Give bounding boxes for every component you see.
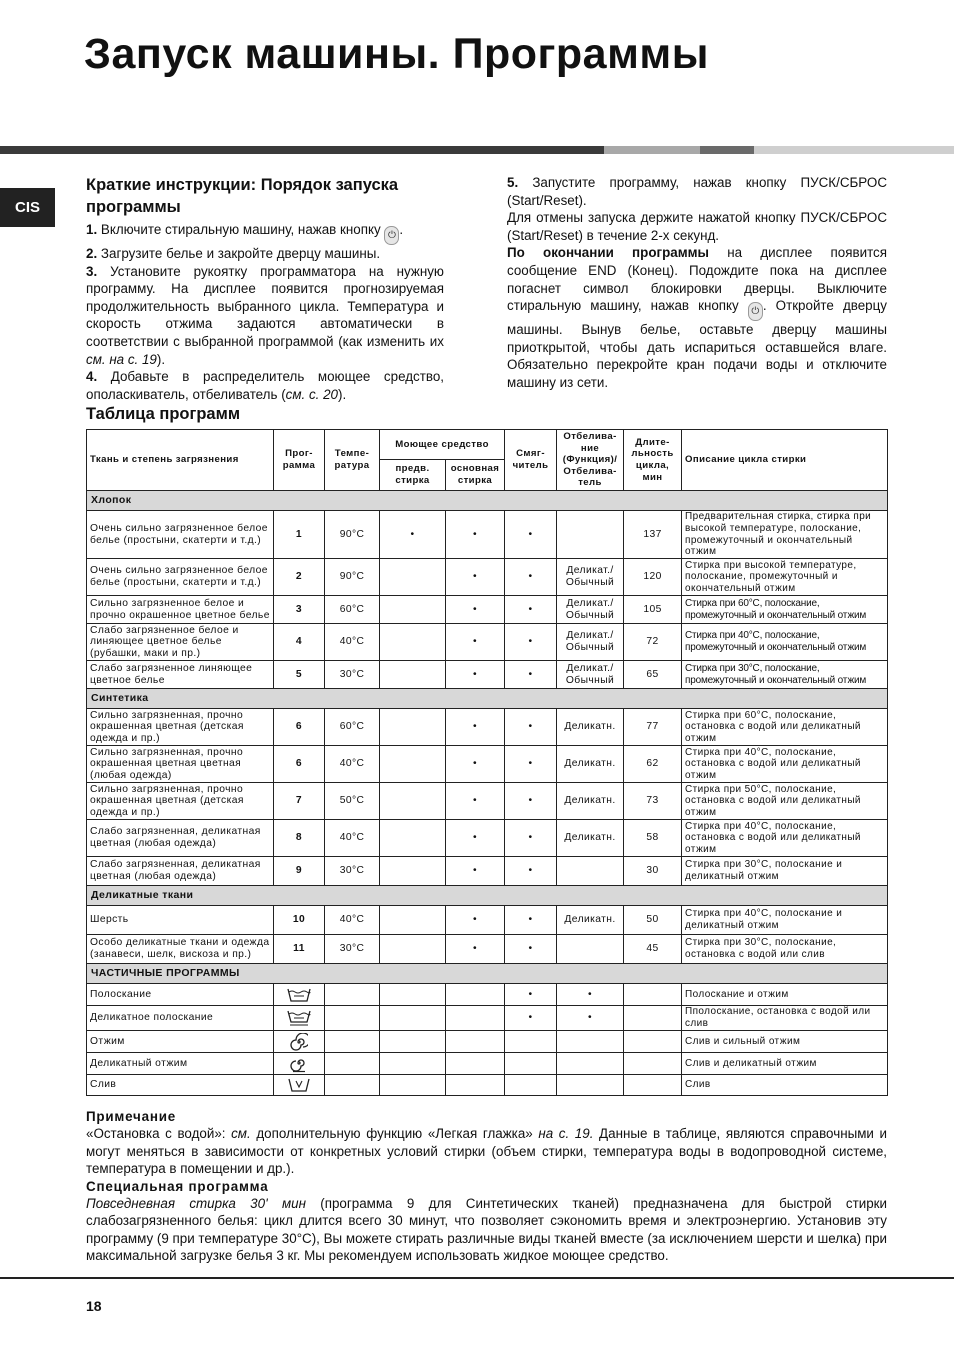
header-softener: Смяг-читель (505, 430, 557, 491)
table-row: Слабо загрязненная, деликатная цветная (любая одежда) 8 40°C • • Деликатн. 58 Стирка при 40°C, полоскание, остановка с водой или деликатный отжим (87, 820, 888, 857)
table-row: Сильно загрязненное белое и прочно окрашенное цветное белье 3 60°C • • Деликат./ Обычный 105 Стирка при 60°C, полоскание, промежуточный и окончательный отжим (87, 596, 888, 624)
header-bar-dark2 (700, 146, 754, 154)
section-partial: ЧАСТИЧНЫЕ ПРОГРАММЫ (87, 964, 888, 984)
step-3: 3. Установите рукоятку программатора на нужную программу. На дисплее появится прогнозируемая продолжительность выбранного цикла. Температура и скорость отжима задаются автоматически в соответствии с выбранной программой (как изменить их см. на с. 19). (86, 263, 444, 367)
table-row: Сильно загрязненная, прочно окрашенная цветная цветная (любая одежда) 6 40°C • • Деликатн. 62 Стирка при 40°C, полоскание, остановка с водой или деликатный отжим (87, 746, 888, 783)
header-bar-dark (0, 146, 604, 154)
header-bleach: Отбелива-ние (Функция)/ Отбелива-тель (557, 430, 624, 491)
footer-rule (0, 1277, 954, 1279)
table-row: Шерсть 10 40°C • • Деликатн. 50 Стирка при 40°C, полоскание и деликатный отжим (87, 906, 888, 935)
section-synthetics: Синтетика (87, 689, 888, 709)
delicate-spin-icon (290, 1055, 308, 1073)
step-2: 2. Загрузите белье и закройте дверцу машины. (86, 246, 381, 261)
header-mainwash: основная стирка (446, 460, 505, 491)
table-row: Слив Слив (87, 1075, 888, 1096)
table-row: Сильно загрязненная, прочно окрашенная цветная (детская одежда и пр.) 7 50°C • • Деликатн. 73 Стирка при 50°C, полоскание, остановка с водой или деликатный отжим (87, 783, 888, 820)
header-program: Прог-рамма (274, 430, 325, 491)
table-row: Очень сильно загрязненное белое белье (простыни, скатерти и т.д.) 2 90°C • • Деликат./ Обычный 120 Стирка при высокой температуре, полоскание, промежуточный и окончательный отжим (87, 559, 888, 596)
table-row: Деликатный отжим Слив и деликатный отжим (87, 1053, 888, 1075)
special-heading: Специальная программа (86, 1178, 269, 1194)
rinse-icon (287, 988, 311, 1002)
end-text: По окончании программы на дисплее появится сообщение END (Конец). Подождите пока на дисплее погаснет символ блокировки дверцы. Выключите стиральную машину, нажав кнопку ⏻ . Откройте дверцу машины. Вынув белье, оставьте дверцу машины приоткрытой, чтобы дать испариться оставшейся влаге. Обязательно перекройте кран подачи воды и отключите машину из сети. (507, 245, 888, 390)
page-number: 18 (86, 1298, 102, 1314)
header-duration: Длите-льность цикла, мин (624, 430, 682, 491)
delicate-rinse-icon (287, 1010, 311, 1026)
note-heading: Примечание (86, 1109, 177, 1124)
power-button-icon: ⏻ (748, 302, 763, 321)
table-row: Сильно загрязненная, прочно окрашенная цветная (детская одежда и пр.) 6 60°C • • Деликатн. 77 Стирка при 60°C, полоскание, остановка с водой или деликатный отжим (87, 709, 888, 746)
cancel-text: Для отмены запуска держите нажатой кнопку ПУСК/СБРОС (Start/Reset) в течение 2-х секунд. (507, 210, 887, 243)
header-temp: Темпе-ратура (325, 430, 380, 491)
language-tab: CIS (0, 188, 55, 227)
header-prewash: предв. стирка (380, 460, 446, 491)
header-detergent: Моющее средство (380, 430, 505, 460)
special-text: Повседневная стирка 30' мин (программа 9 для Синтетических тканей) предназначена для быстрой стирки слабозагрязненного белья: цикл длится всего 30 минут, что позволяет сэкономить время и электроэнергию. Установив эту программу (9 при температуре 30°C), Вы можете стирать различные виды тканей вместе (за исключением шерсти и шелка) при максимальной загрузке белья 3 кг. Мы рекомендуем использовать жидкое моющее средство. (86, 1196, 887, 1264)
note-text: «Остановка с водой»: см. дополнительную функцию «Легкая глажка» на с. 19. Данные в таблице, являются справочными и могут меняться в зависимости от конкретных условий стирки (объем стирки, температура воды в водопроводной системе, температура в помещении и др.). (86, 1126, 887, 1177)
step-1: 1. Включите стиральную машину, нажав кнопку ⏻ . (86, 221, 444, 245)
header-description: Описание цикла стирки (682, 430, 888, 491)
table-row: Особо деликатные ткани и одежда (занавеси, шелк, вискоза и пр.) 11 30°C • • 45 Стирка при 30°C, полоскание, остановка с водой или слив (87, 935, 888, 964)
table-title: Таблица программ (86, 405, 241, 423)
table-row: Слабо загрязненное линяющее цветное белье 5 30°C • • Деликат./ Обычный 65 Стирка при 30°C, полоскание, промежуточный и окончательный отжим (87, 661, 888, 689)
programs-table (86, 429, 888, 1096)
quick-instructions-cont (507, 174, 887, 392)
table-row: Отжим Слив и сильный отжим (87, 1031, 888, 1053)
header-fabric: Ткань и степень загрязнения (87, 430, 274, 491)
quick-instructions (86, 174, 444, 403)
step-4: 4. Добавьте в распределитель моющее средство, ополаскиватель, отбеливатель (см. с. 20). (86, 369, 444, 402)
step-5: 5. Запустите программу, нажав кнопку ПУСК/СБРОС (Start/Reset). (507, 175, 887, 208)
notes-block (86, 1108, 887, 1265)
header-bar-mid (604, 146, 700, 154)
section-cotton: Хлопок (87, 491, 888, 511)
page-title: Запуск машины. Программы (84, 30, 709, 78)
table-row: Слабо загрязненное белое и линяющее цветное белье (рубашки, маки и пр.) 4 40°C • • Деликат./ Обычный 72 Стирка при 40°C, полоскание, промежуточный и окончательный отжим (87, 624, 888, 661)
table-row: Слабо загрязненная, деликатная цветная (любая одежда) 9 30°C • • 30 Стирка при 30°C, полоскание и деликатный отжим (87, 857, 888, 886)
table-row: Деликатное полоскание • • Пполоскание, остановка с водой или слив (87, 1006, 888, 1031)
power-button-icon: ⏻ (384, 226, 399, 245)
header-bar-light (754, 146, 954, 154)
section-delicates: Деликатные ткани (87, 886, 888, 906)
table-row: Полоскание • • Полоскание и отжим (87, 984, 888, 1006)
spin-icon (290, 1033, 308, 1051)
table-row: Очень сильно загрязненное белое белье (простыни, скатерти и т.д.) 1 90°C • • • 137 Предварительная стирка, стирка при высокой температуре, полоскание, промежуточный и окончательный отжим (87, 511, 888, 559)
quick-heading: Краткие инструкции: Порядок запуска программы (86, 176, 399, 216)
drain-icon (288, 1078, 310, 1092)
